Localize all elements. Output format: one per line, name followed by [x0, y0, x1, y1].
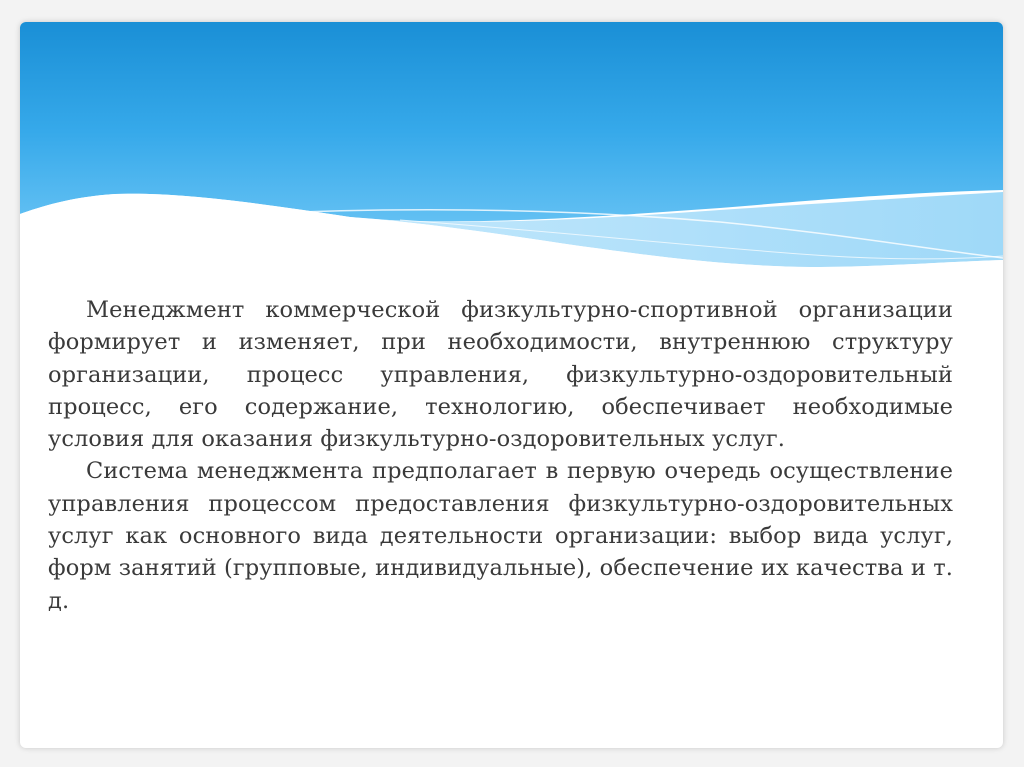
- header-wave-decoration: [20, 22, 1003, 282]
- body-text: [48, 262, 953, 617]
- slide: [20, 22, 1003, 748]
- paragraph-management: Менеджмент коммерческой физкультурно-спортивной организации формирует и изменяет, при необходимости, внутреннюю структуру организации, процесс управления, физкультурно-оздоровительный процесс, его содержание, технологию, обеспечивает необходимые условия для оказания физкультурно-оздоровительных услуг.: [48, 297, 953, 453]
- cut-off-line: [48, 262, 953, 294]
- paragraph-system: Система менеджмента предполагает в первую очередь осуществление управления процессом предоставления физкультурно-оздоровительных услуг как основного вида деятельности организации: выбор вида услуг, форм занятий (групповые, индивидуальные), обеспечение их качества и т. д.: [48, 458, 953, 614]
- header-wave-main: [20, 22, 1003, 221]
